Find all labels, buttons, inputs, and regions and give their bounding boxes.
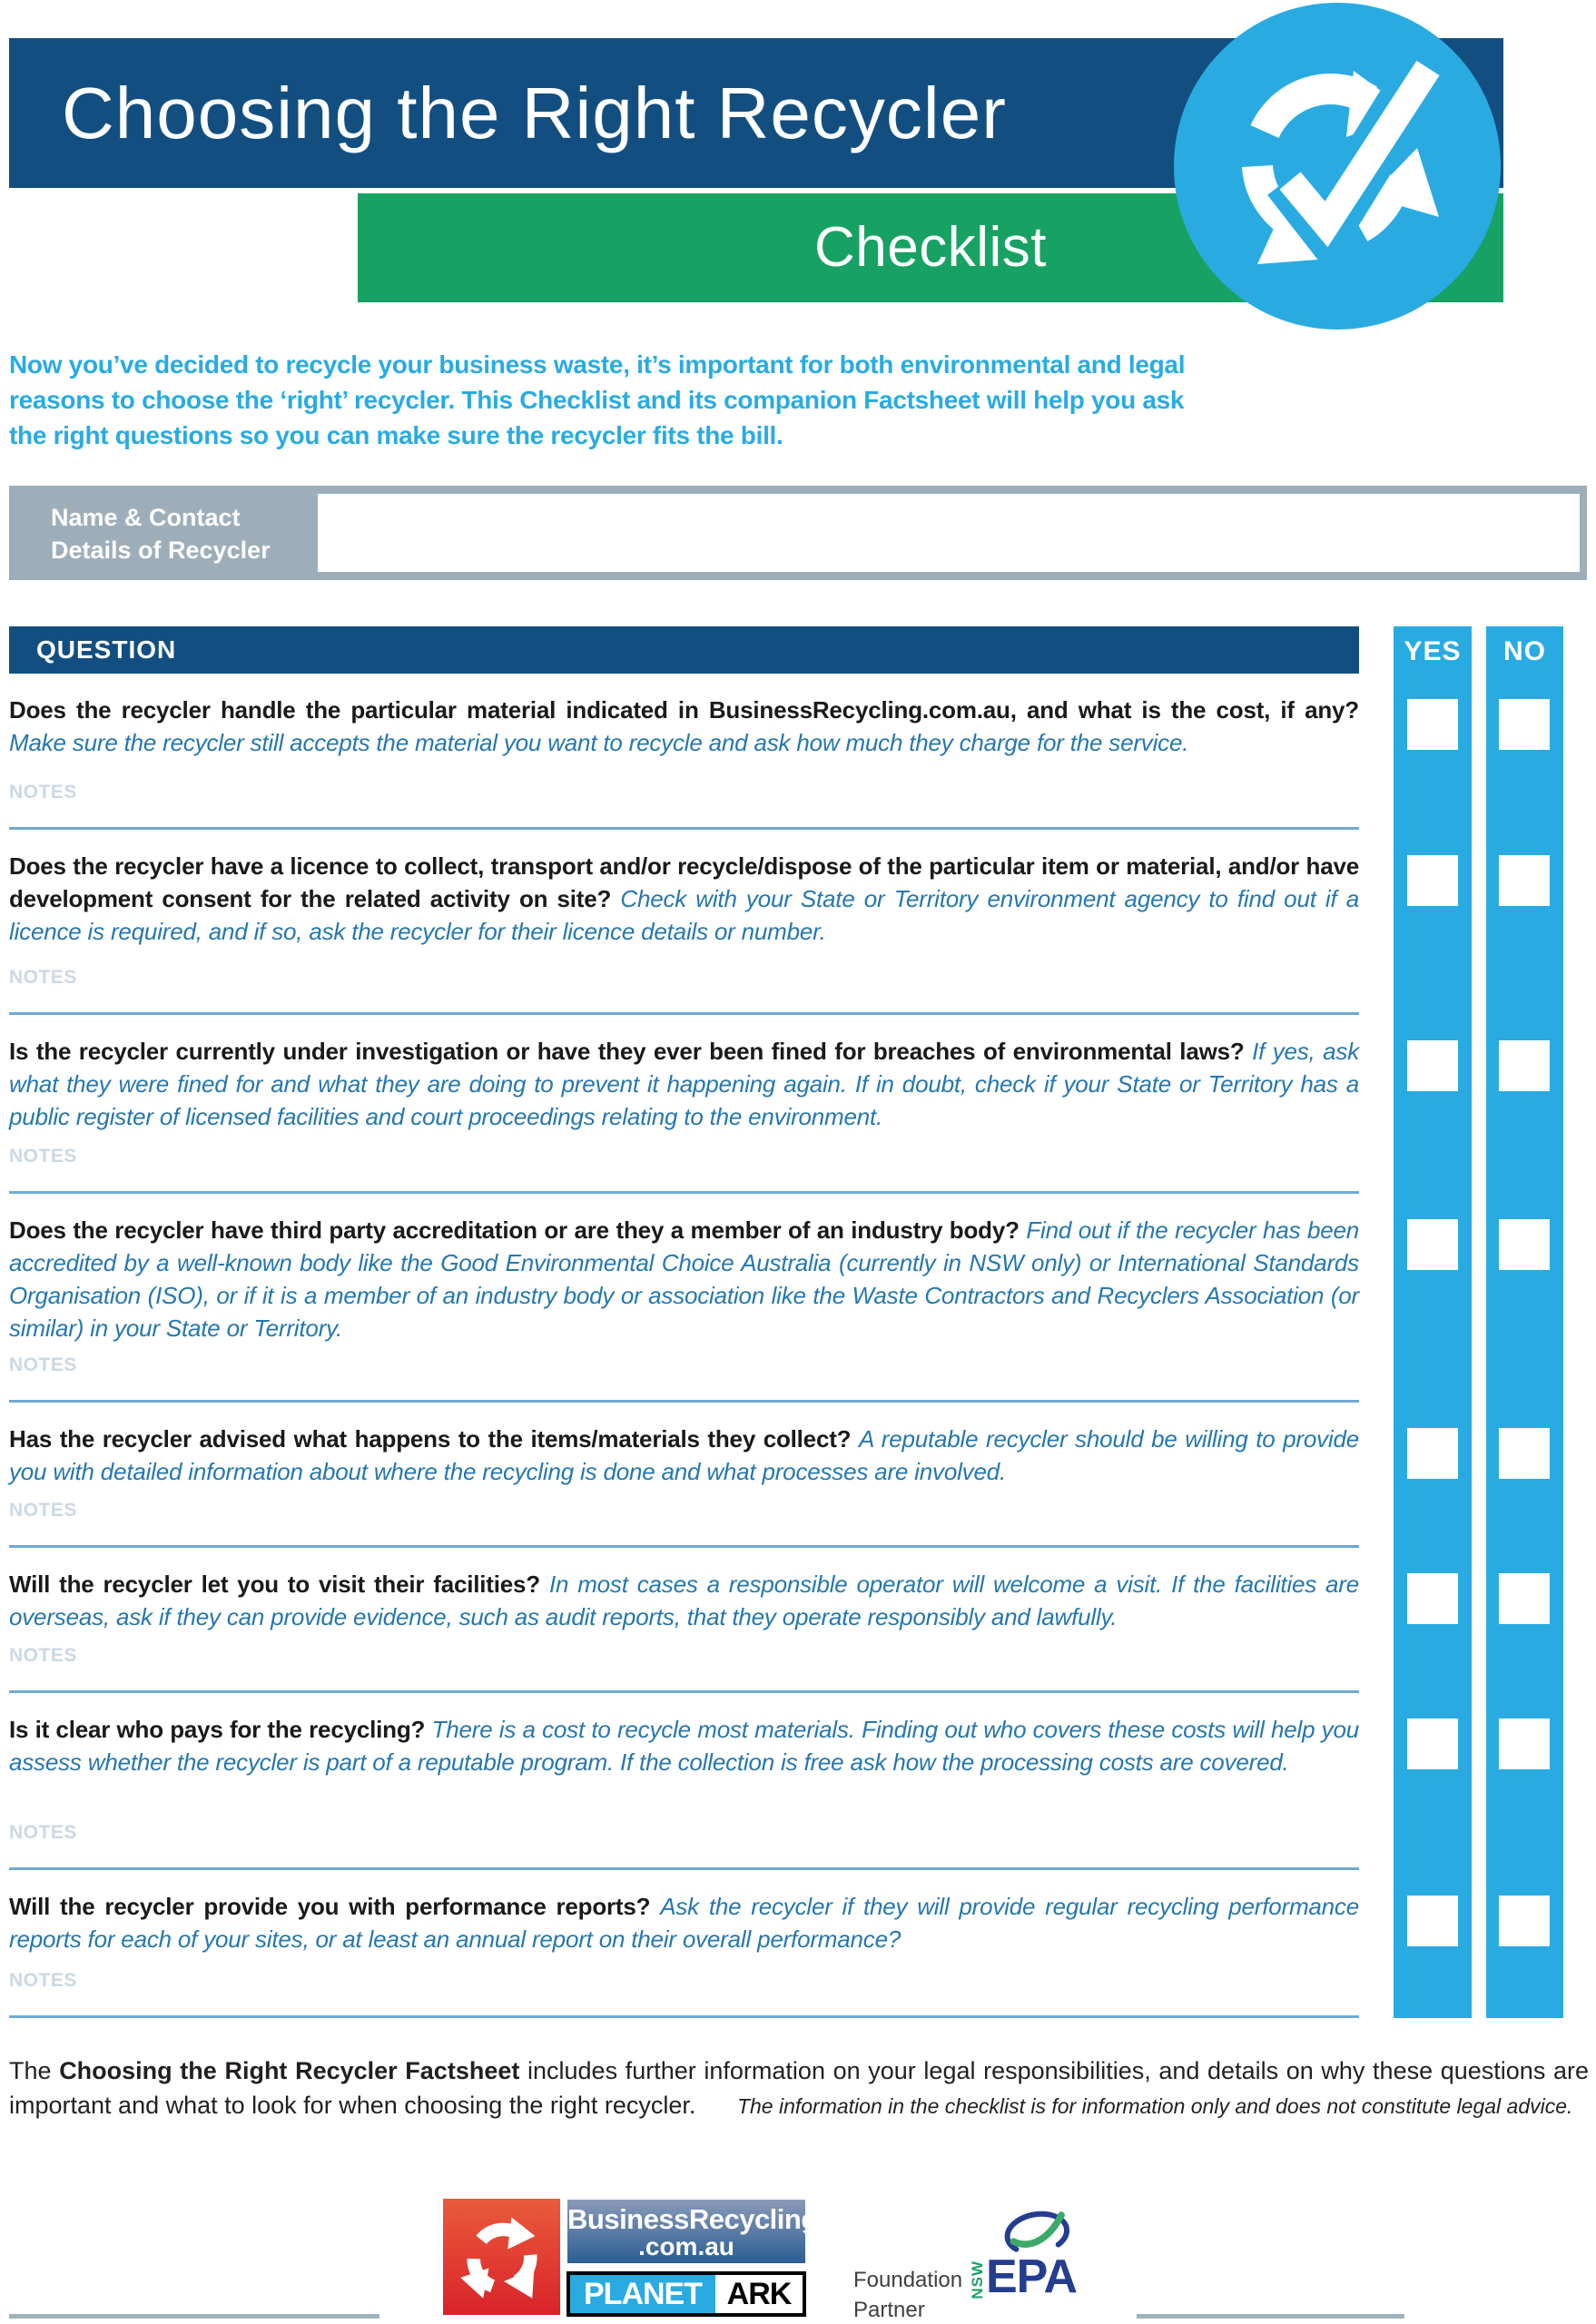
question-text: Is it clear who pays for the recycling?	[9, 1716, 426, 1743]
yes-checkbox-1[interactable]	[1407, 699, 1458, 750]
recycler-details-label: Name & Contact Details of Recycler	[51, 504, 271, 564]
planet-ark-logo-box	[443, 2199, 560, 2315]
footer-rule-right	[1137, 2314, 1404, 2319]
ark-word: ARK	[715, 2275, 803, 2313]
footer-paragraph	[9, 2053, 1589, 2123]
factsheet-name: Choosing the Right Recycler Factsheet	[59, 2057, 520, 2084]
question-row-3	[9, 1015, 1587, 1194]
question-text: Does the recycler have a licence to collect, transport and/or recycle/dispose of the particular item or material, and/or have development consent for the related activity on site?	[9, 852, 1359, 912]
recycle-check-icon	[1201, 30, 1473, 302]
question-row-2	[9, 830, 1587, 1015]
yes-checkbox-5[interactable]	[1407, 1428, 1458, 1479]
epa-swirl-icon	[997, 2201, 1079, 2258]
yes-checkbox-8[interactable]	[1407, 1896, 1458, 1946]
question-column-header: QUESTION	[9, 626, 1359, 674]
notes-label: NOTES	[9, 1146, 77, 1167]
no-checkbox-5[interactable]	[1499, 1428, 1550, 1479]
planet-ark-recycle-icon	[455, 2210, 549, 2304]
business-recycling-logo	[567, 2200, 818, 2263]
yes-checkbox-4[interactable]	[1407, 1219, 1458, 1270]
planet-word: PLANET	[570, 2275, 715, 2313]
question-text: Will the recycler provide you with performance reports?	[9, 1893, 651, 1920]
question-row-1	[9, 674, 1587, 830]
question-row-4	[9, 1194, 1587, 1403]
logo-strip	[9, 2174, 1587, 2324]
question-hint: Make sure the recycler still accepts the material you want to recycle and ask how much they charge for the service.	[9, 729, 1189, 756]
checklist-table	[9, 626, 1587, 2018]
question-row-7	[9, 1693, 1587, 1870]
nsw-epa-logo	[970, 2201, 1101, 2310]
question-hint: If yes, ask what they were fined for and what they are doing to prevent it happening again. If in doubt, check if your State or Territory has a public register of licensed facilities and court proceedings relating to the environment.	[9, 1038, 1359, 1130]
question-text: Will the recycler let you to visit their facilities?	[9, 1571, 540, 1598]
epa-nsw-label: NSW	[969, 2260, 986, 2299]
yes-checkbox-3[interactable]	[1407, 1040, 1458, 1091]
no-checkbox-4[interactable]	[1499, 1219, 1550, 1270]
notes-label: NOTES	[9, 1500, 77, 1521]
page-subtitle: Checklist	[813, 216, 1047, 279]
question-hint: In most cases a responsible operator will welcome a visit. If the facilities are overseas, ask if they can provide evidence, such as audit reports, that they operate responsibly and lawfully.	[9, 1571, 1360, 1630]
recycle-check-badge	[1174, 3, 1501, 330]
notes-label: NOTES	[9, 967, 77, 988]
question-text: Does the recycler handle the particular material indicated in BusinessRecycling.com.au, and what is the cost, if any?	[9, 696, 1359, 724]
business-recycling-line1: BusinessRecycling	[567, 2203, 818, 2235]
legal-disclaimer: The information in the checklist is for information only and does not constitute legal advice.	[736, 2094, 1573, 2118]
intro-paragraph: Now you’ve decided to recycle your business waste, it’s important for both environmental and legal reasons to choose the ‘right’ recycler. This Checklist and its companion Factsheet will help you ask the right questions so you can make sure the recycler fits the bill.	[9, 350, 1186, 449]
question-hint: There is a cost to recycle most materials. Finding out who covers these costs will help you assess whether the recycler is part of a reputable program. If the collection is free ask how the processing costs are covered.	[9, 1716, 1359, 1776]
no-checkbox-2[interactable]	[1499, 855, 1550, 906]
question-hint: Check with your State or Territory environment agency to find out if a licence is required, and if so, ask the recycler for their licence details or number.	[9, 885, 1359, 945]
recycler-details-input[interactable]	[318, 494, 1580, 572]
foundation-partner-label: Foundation Partner	[853, 2268, 963, 2322]
notes-label: NOTES	[9, 1822, 77, 1843]
question-row-6	[9, 1548, 1587, 1693]
no-checkbox-8[interactable]	[1499, 1896, 1550, 1946]
yes-checkbox-6[interactable]	[1407, 1573, 1458, 1624]
question-hint: Ask the recycler if they will provide regular recycling performance reports for each of your sites, or at least an annual report on their overall performance?	[9, 1893, 1359, 1953]
notes-label: NOTES	[9, 782, 77, 803]
no-checkbox-1[interactable]	[1499, 699, 1550, 750]
epa-wordmark: EPA	[986, 2250, 1078, 2303]
yes-column-header: YES	[1404, 636, 1462, 666]
question-text: Is the recycler currently under investigation or have they ever been fined for breaches of environmental laws?	[9, 1038, 1245, 1065]
question-row-5	[9, 1403, 1587, 1548]
question-hint: Find out if the recycler has been accredited by a well-known body like the Good Environmental Choice Australia (currently in NSW only) or International Standards Organisation (ISO), or if it is a member of an industry body or association like the Waste Contractors and Recyclers Association (or similar) in your State or Territory.	[9, 1216, 1359, 1342]
question-text: Does the recycler have third party accreditation or are they a member of an industry body?	[9, 1216, 1020, 1244]
no-checkbox-3[interactable]	[1499, 1040, 1550, 1091]
question-hint: A reputable recycler should be willing to provide you with detailed information about where the recycling is done and what processes are involved.	[9, 1425, 1359, 1485]
no-checkbox-6[interactable]	[1499, 1573, 1550, 1624]
no-checkbox-7[interactable]	[1499, 1718, 1550, 1769]
notes-label: NOTES	[9, 1970, 77, 1991]
recycler-details-bar	[9, 486, 1587, 580]
planet-ark-wordmark	[566, 2271, 806, 2317]
footer-prefix: The	[9, 2057, 52, 2084]
page-title: Choosing the Right Recycler	[62, 73, 1007, 153]
footer-body: includes further information on your legal responsibilities, and details on why these questions are important and what to look for when choosing the right recycler.	[9, 2057, 1589, 2119]
notes-label: NOTES	[9, 1354, 77, 1375]
footer-rule-left	[9, 2314, 379, 2319]
question-text: Has the recycler advised what happens to the items/materials they collect?	[9, 1425, 852, 1452]
notes-label: NOTES	[9, 1645, 77, 1666]
question-row-8	[9, 1870, 1587, 2018]
yes-checkbox-7[interactable]	[1407, 1718, 1458, 1769]
yes-checkbox-2[interactable]	[1407, 855, 1458, 906]
business-recycling-line2: .com.au	[638, 2232, 734, 2260]
no-column-header: NO	[1503, 636, 1546, 666]
